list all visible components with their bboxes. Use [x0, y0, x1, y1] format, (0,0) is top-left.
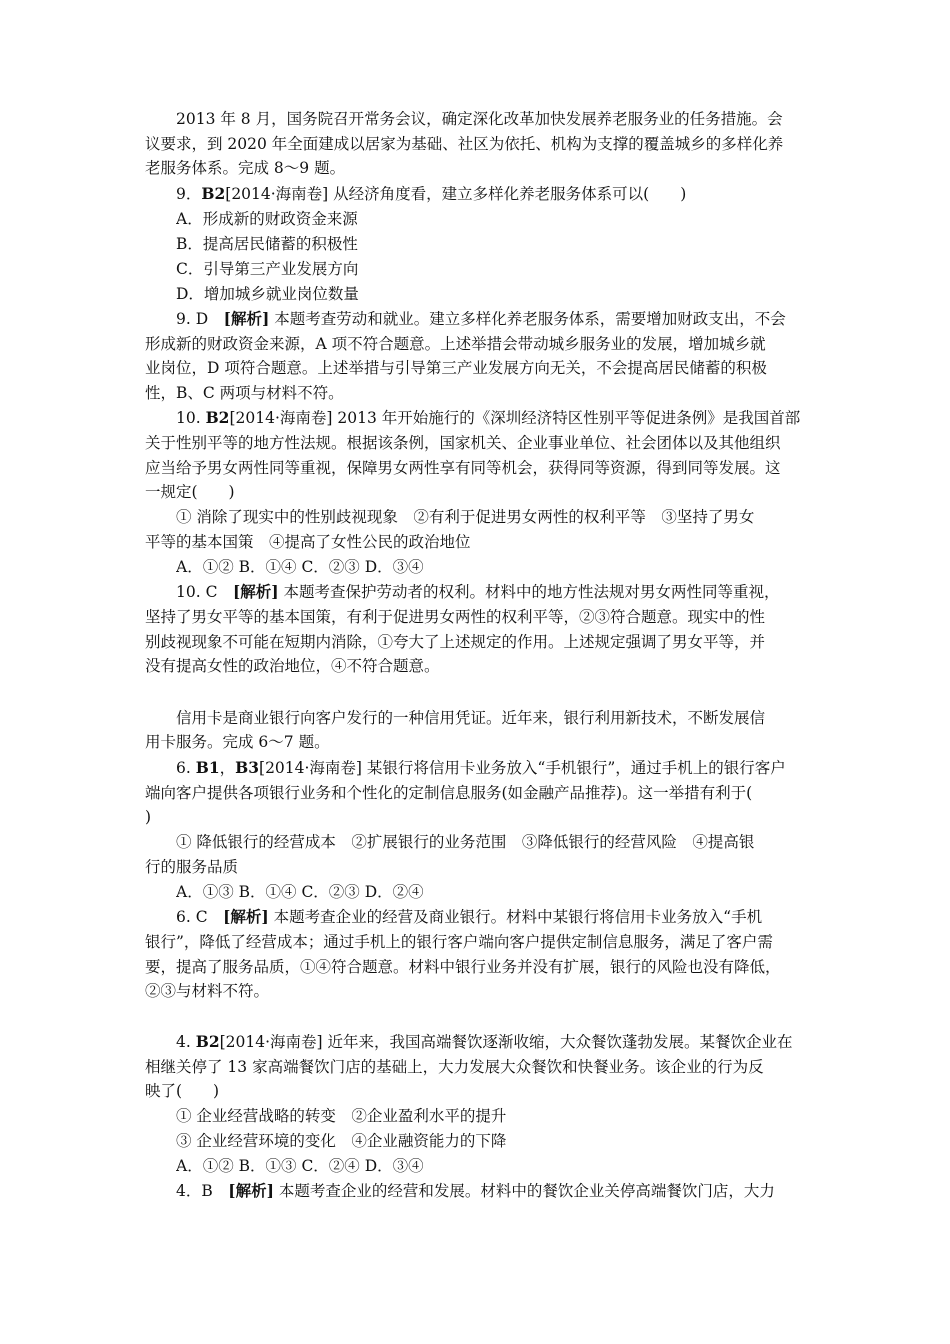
- text-segment: 坚持了男女平等的基本国策，有利于促进男女两性的权利平等，②③符合题意。现实中的性: [145, 608, 766, 626]
- text-segment: C．引导第三产业发展方向: [176, 260, 359, 278]
- text-line: [145, 382, 815, 404]
- text-segment: 4．B: [176, 1182, 229, 1200]
- text-line: [176, 1031, 816, 1053]
- text-segment: A．①② B．①③ C．②④ D．③④: [176, 1157, 424, 1175]
- text-line: [145, 133, 815, 155]
- text-segment: B．提高居民储蓄的积极性: [176, 235, 358, 253]
- text-segment: ① 企业经营战略的转变 ②企业盈利水平的提升: [176, 1107, 507, 1125]
- text-line: [176, 581, 816, 603]
- text-segment: 10. C: [176, 583, 233, 601]
- text-segment: 本题考查保护劳动者的权利。材料中的地方性法规对男女两性同等重视，: [278, 583, 780, 601]
- bold-text-segment: B2: [201, 184, 226, 203]
- text-segment: 老服务体系。完成 8～9 题。: [145, 159, 346, 177]
- text-line: [176, 1180, 816, 1202]
- text-segment: 映了( ): [145, 1082, 220, 1100]
- text-line: [176, 1155, 816, 1177]
- bold-text-segment: [解析]: [223, 907, 269, 926]
- text-line: [145, 157, 815, 179]
- text-line: [145, 357, 815, 379]
- text-line: [145, 631, 815, 653]
- text-segment: 别歧视现象不可能在短期内消除，①夸大了上述规定的作用。上述规定强调了男女平等，并: [145, 633, 766, 651]
- text-segment: 相继关停了 13 家高端餐饮门店的基础上，大力发展大众餐饮和快餐业务。该企业的行为反: [145, 1058, 764, 1076]
- text-segment: 平等的基本国策 ④提高了女性公民的政治地位: [145, 533, 471, 551]
- text-line: [176, 308, 816, 330]
- text-segment: 4.: [176, 1033, 196, 1051]
- text-line: [145, 980, 815, 1002]
- text-segment: 2013 年 8 月，国务院召开常务会议，确定深化改革加快发展养老服务业的任务措施。会: [176, 110, 783, 128]
- text-segment: ②③与材料不符。: [145, 982, 270, 1000]
- text-segment: [2014·海南卷] 近年来，我国高端餐饮逐渐收缩，大众餐饮蓬勃发展。某餐饮企业在: [219, 1033, 793, 1051]
- text-segment: D．增加城乡就业岗位数量: [176, 285, 359, 303]
- text-line: [145, 1080, 815, 1102]
- text-segment: 业岗位，D 项符合题意。上述举措与引导第三产业发展方向无关，不会提高居民储蓄的积极: [145, 359, 767, 377]
- text-line: [145, 606, 815, 628]
- bold-text-segment: [解析]: [223, 309, 270, 328]
- text-segment: 性，B、C 两项与材料不符。: [145, 384, 344, 402]
- text-segment: 银行”，降低了经营成本；通过手机上的银行客户端向客户提供定制信息服务，满足了客户需: [145, 933, 773, 951]
- text-line: [145, 333, 815, 355]
- text-line: [176, 881, 816, 903]
- text-line: [145, 655, 815, 677]
- text-line: [176, 407, 816, 429]
- text-segment: 本题考查企业的经营和发展。材料中的餐饮企业关停高端餐饮门店，大力: [273, 1182, 775, 1200]
- text-segment: [2014·海南卷] 某银行将信用卡业务放入“手机银行”，通过手机上的银行客户: [259, 759, 786, 777]
- text-line: [176, 1105, 816, 1127]
- text-line: [176, 707, 816, 729]
- text-segment: 本题考查劳动和就业。建立多样化养老服务体系，需要增加财政支出，不会: [269, 310, 786, 328]
- bold-text-segment: B2: [195, 1032, 220, 1051]
- text-segment: 9. D: [176, 310, 224, 328]
- text-line: [145, 806, 815, 828]
- text-line: [176, 183, 816, 205]
- text-segment: 本题考查企业的经营及商业银行。材料中某银行将信用卡业务放入“手机: [268, 908, 763, 926]
- text-segment: A．①② B．①④ C．②③ D．③④: [176, 558, 424, 576]
- text-segment: ① 降低银行的经营成本 ②扩展银行的业务范围 ③降低银行的经营风险 ④提高银: [176, 833, 755, 851]
- text-segment: A．形成新的财政资金来源: [176, 210, 358, 228]
- text-line: [176, 556, 816, 578]
- text-segment: [2014·海南卷] 2013 年开始施行的《深圳经济特区性别平等促进条例》是我国首部: [229, 409, 801, 427]
- text-segment: 应当给予男女两性同等重视，保障男女两性享有同等机会，获得同等资源，得到同等发展。这: [145, 459, 781, 477]
- text-segment: ③ 企业经营环境的变化 ④企业融资能力的下降: [176, 1132, 507, 1150]
- text-line: [145, 782, 815, 804]
- text-line: [145, 481, 815, 503]
- text-segment: A．①③ B．①④ C．②③ D．②④: [176, 883, 424, 901]
- bold-text-segment: [解析]: [232, 582, 279, 601]
- text-line: [176, 1130, 816, 1152]
- text-line: [145, 931, 815, 953]
- text-segment: 10.: [176, 409, 206, 427]
- text-line: [176, 108, 816, 130]
- text-line: [145, 531, 815, 553]
- text-segment: 一规定( ): [145, 483, 235, 501]
- text-line: [145, 956, 815, 978]
- bold-text-segment: B3: [235, 758, 260, 777]
- text-line: [145, 432, 815, 454]
- text-segment: 9．: [176, 185, 202, 203]
- text-segment: 要，提高了服务品质，①④符合题意。材料中银行业务并没有扩展，银行的风险也没有降低，: [145, 958, 781, 976]
- bold-text-segment: B1: [195, 758, 220, 777]
- text-segment: 关于性别平等的地方性法规。根据该条例，国家机关、企业事业单位、社会团体以及其他组织: [145, 434, 781, 452]
- text-segment: ，: [219, 759, 236, 777]
- text-segment: 6. C: [176, 908, 224, 926]
- text-line: [176, 831, 816, 853]
- text-segment: 端向客户提供各项银行业务和个性化的定制信息服务(如金融产品推荐)。这一举措有利于(: [145, 784, 753, 802]
- text-line: [145, 731, 815, 753]
- text-segment: 议要求，到 2020 年全面建成以居家为基础、社区为依托、机构为支撑的覆盖城乡的多样化养: [145, 135, 784, 153]
- text-segment: ): [145, 808, 152, 826]
- bold-text-segment: [解析]: [228, 1181, 274, 1200]
- text-line: [145, 856, 815, 878]
- text-segment: 没有提高女性的政治地位，④不符合题意。: [145, 657, 440, 675]
- bold-text-segment: B2: [205, 408, 230, 427]
- text-line: [176, 506, 816, 528]
- text-segment: 行的服务品质: [145, 858, 239, 876]
- text-line: [176, 258, 816, 280]
- text-line: [145, 1056, 815, 1078]
- text-line: [176, 208, 816, 230]
- text-line: [176, 283, 816, 305]
- text-line: [176, 757, 816, 779]
- text-line: [176, 233, 816, 255]
- text-line: [176, 906, 816, 928]
- text-segment: 形成新的财政资金来源，A 项不符合题意。上述举措会带动城乡服务业的发展，增加城乡就: [145, 335, 766, 353]
- text-segment: ① 消除了现实中的性别歧视现象 ②有利于促进男女两性的权利平等 ③坚持了男女: [176, 508, 755, 526]
- text-segment: 用卡服务。完成 6～7 题。: [145, 733, 330, 751]
- text-segment: 6.: [176, 759, 196, 777]
- text-segment: [2014·海南卷] 从经济角度看，建立多样化养老服务体系可以( ): [225, 185, 687, 203]
- text-segment: 信用卡是商业银行向客户发行的一种信用凭证。近年来，银行利用新技术，不断发展信: [176, 709, 766, 727]
- text-line: [145, 457, 815, 479]
